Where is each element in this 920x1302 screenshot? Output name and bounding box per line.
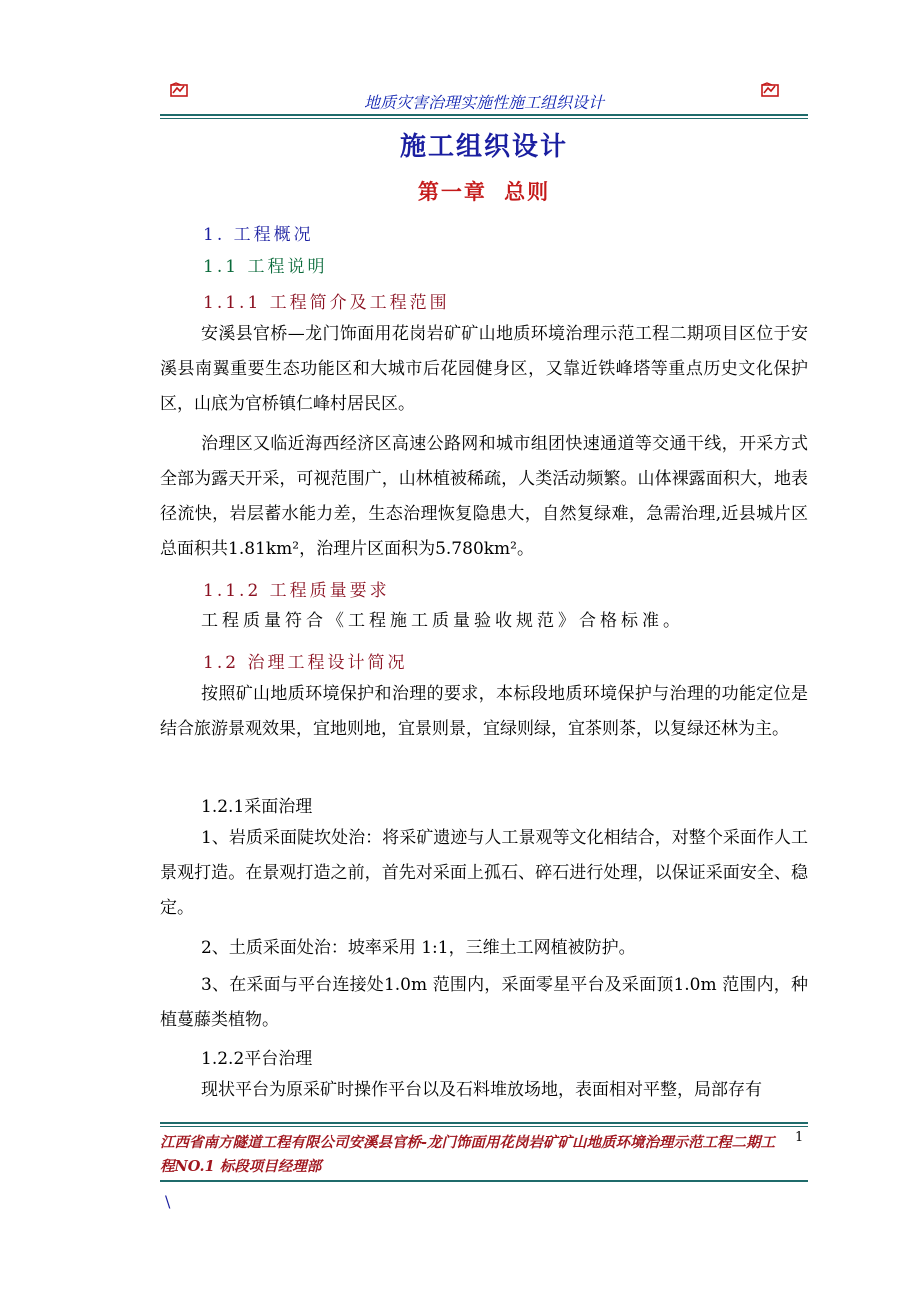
paragraph-rock-face-treatment: 1、岩质采面陡坎处治：将采矿遗迹与人工景观等文化相结合，对整个采面作人工景观打造。在景观打造之前，首先对采面上孤石、碎石进行处理，以保证采面安全、稳定。 xyxy=(160,828,808,918)
paragraph-project-location: 安溪县官桥—龙门饰面用花岗岩矿矿山地质环境治理示范工程二期项目区位于安溪县南翼重要生态功能区和大城市后花园健身区，又靠近铁峰塔等重点历史文化保护区，山底为官桥镇仁峰村居民区。 xyxy=(160,324,808,414)
subsection-heading-1-2-1: 1.2.1采面治理 xyxy=(201,797,313,817)
chapter-heading: 第一章 总则 xyxy=(417,179,551,204)
paragraph-project-area: 治理区又临近海西经济区高速公路网和城市组团快速通道等交通干线，开采方式全部为露天开采，可视范围广，山林植被稀疏，人类活动频繁。山体裸露面积大，地表径流快，岩层蓄水能力差，生态治理恢复隐患大，自然复绿难，急需治理,近县城片区总面积共1.81km²，治理片区面积为5.780km²。 xyxy=(160,434,808,559)
page-number: 1 xyxy=(795,1130,804,1145)
footer-bottom-divider xyxy=(160,1180,808,1182)
running-header-title: 地质灾害治理实施性施工组织设计 xyxy=(363,93,604,112)
footer-company-text: 江西省南方隧道工程有限公司安溪县官桥-龙门饰面用花岗岩矿矿山地质环境治理示范工程二期工程NO.1 标段项目经理部 xyxy=(160,1134,776,1175)
paragraph-platform-treatment: 现状平台为原采矿时操作平台以及石料堆放场地，表面相对平整，局部存有 xyxy=(201,1080,762,1100)
paragraph-quality-standard: 工程质量符合《工程施工质量验收规范》合格标准。 xyxy=(201,611,684,631)
section-heading-1-1-1: 1.1.1 工程简介及工程范围 xyxy=(203,293,450,313)
paragraph-design-overview: 按照矿山地质环境保护和治理的要求，本标段地质环境保护与治理的功能定位是结合旅游景观效果，宜地则地，宜景则景，宜绿则绿，宜茶则茶，以复绿还林为主。 xyxy=(160,684,808,739)
paragraph-vine-planting: 3、在采面与平台连接处1.0m 范围内，采面零星平台及采面顶1.0m 范围内，种植蔓藤类植物。 xyxy=(160,975,808,1030)
header-divider xyxy=(160,114,808,119)
section-heading-1-2: 1.2 治理工程设计简况 xyxy=(203,653,408,673)
document-title: 施工组织设计 xyxy=(399,132,568,162)
section-heading-1-1-2: 1.1.2 工程质量要求 xyxy=(203,581,390,601)
section-heading-1: 1. 工程概况 xyxy=(203,225,314,245)
section-heading-1-1: 1.1 工程说明 xyxy=(203,257,328,277)
paragraph-soil-face-treatment: 2、土质采面处治：坡率采用 1:1，三维土工网植被防护。 xyxy=(201,938,636,958)
footer-mark: \ xyxy=(165,1192,171,1211)
subsection-heading-1-2-2: 1.2.2平台治理 xyxy=(201,1049,313,1069)
footer-divider xyxy=(160,1122,808,1127)
